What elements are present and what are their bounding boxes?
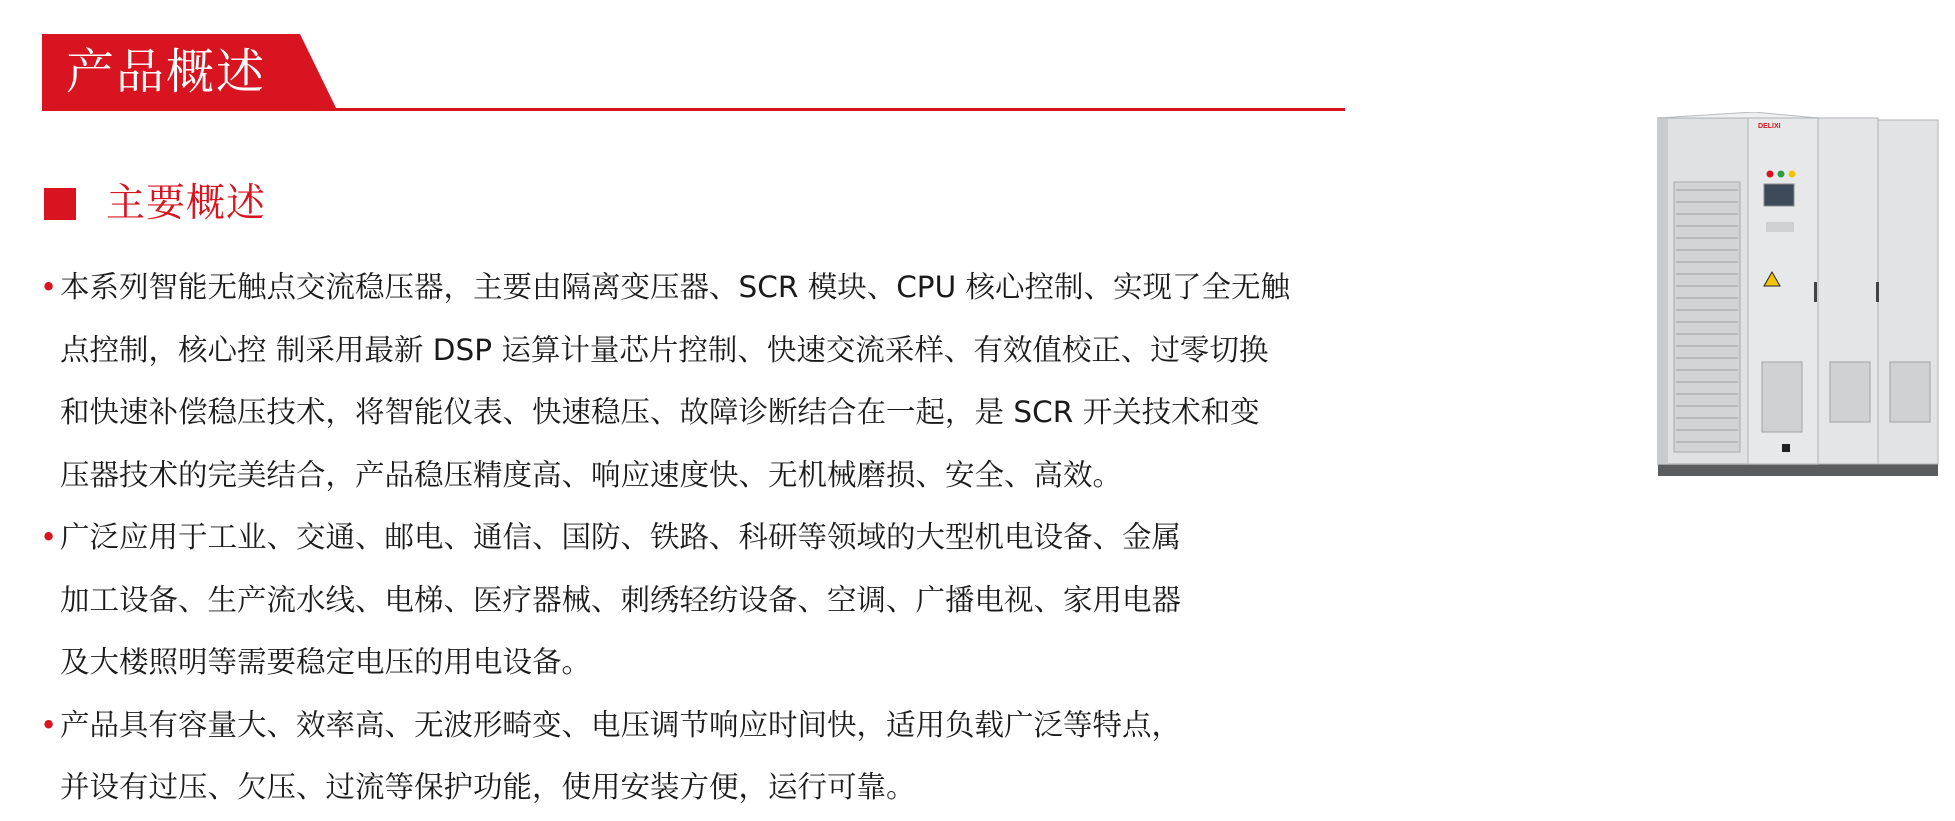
bullet-dot-icon: •	[40, 270, 58, 304]
subsection-title: 主要概述	[106, 181, 267, 226]
subsection-heading	[44, 178, 266, 230]
bullet-item	[40, 256, 1340, 506]
bullet-dot-icon: •	[40, 707, 58, 742]
bullet-line: 点控制，核心控 制采用最新 DSP 运算计量芯片控制、快速交流采样、有效值校正、过零切换	[60, 332, 1269, 367]
bullet-item	[40, 506, 1340, 694]
bullet-line: 压器技术的完美结合，产品稳压精度高、响应速度快、无机械磨损、安全、高效。	[60, 457, 1123, 492]
bullet-dot-icon: •	[40, 520, 58, 554]
display-screen-icon	[1764, 184, 1794, 206]
bullet-line: 产品具有容量大、效率高、无波形畸变、电压调节响应时间快，适用负载广泛等特点，	[60, 707, 1182, 742]
bullet-line: 加工设备、生产流水线、电梯、医疗器械、刺绣轻纺设备、空调、广播电视、家用电器	[60, 582, 1182, 617]
product-cabinet-image	[1654, 112, 1944, 482]
bullet-line: 本系列智能无触点交流稳压器，主要由隔离变压器、SCR 模块、CPU 核心控制、实现了全无触	[60, 270, 1291, 304]
bullet-line: 广泛应用于工业、交通、邮电、通信、国防、铁路、科研等领域的大型机电设备、金属	[60, 520, 1182, 554]
page-title: 产品概述	[66, 44, 267, 100]
vent-grill-icon	[1890, 362, 1930, 422]
overview-content	[40, 256, 1340, 819]
door-handle-icon	[1814, 282, 1817, 302]
vent-grill-icon	[1674, 182, 1740, 452]
indicator-light-icon	[1767, 171, 1774, 178]
square-bullet-icon	[44, 188, 76, 220]
switch-icon	[1782, 444, 1790, 452]
bullet-line: 并设有过压、欠压、过流等保护功能，使用安装方便，运行可靠。	[60, 770, 916, 804]
brand-logo: DELIXI	[1758, 123, 1781, 130]
header-rule	[42, 108, 1345, 111]
door-handle-icon	[1876, 282, 1879, 302]
vent-grill-icon	[1830, 362, 1870, 422]
bullet-line: 及大楼照明等需要稳定电压的用电设备。	[60, 645, 592, 679]
bullet-item	[40, 694, 1340, 819]
indicator-light-icon	[1778, 171, 1785, 178]
bullet-line: 和快速补偿稳压技术，将智能仪表、快速稳压、故障诊断结合在一起，是 SCR 开关技术和变	[60, 395, 1260, 429]
section-header	[42, 34, 1345, 112]
vent-grill-icon	[1762, 362, 1802, 432]
indicator-light-icon	[1789, 171, 1796, 178]
